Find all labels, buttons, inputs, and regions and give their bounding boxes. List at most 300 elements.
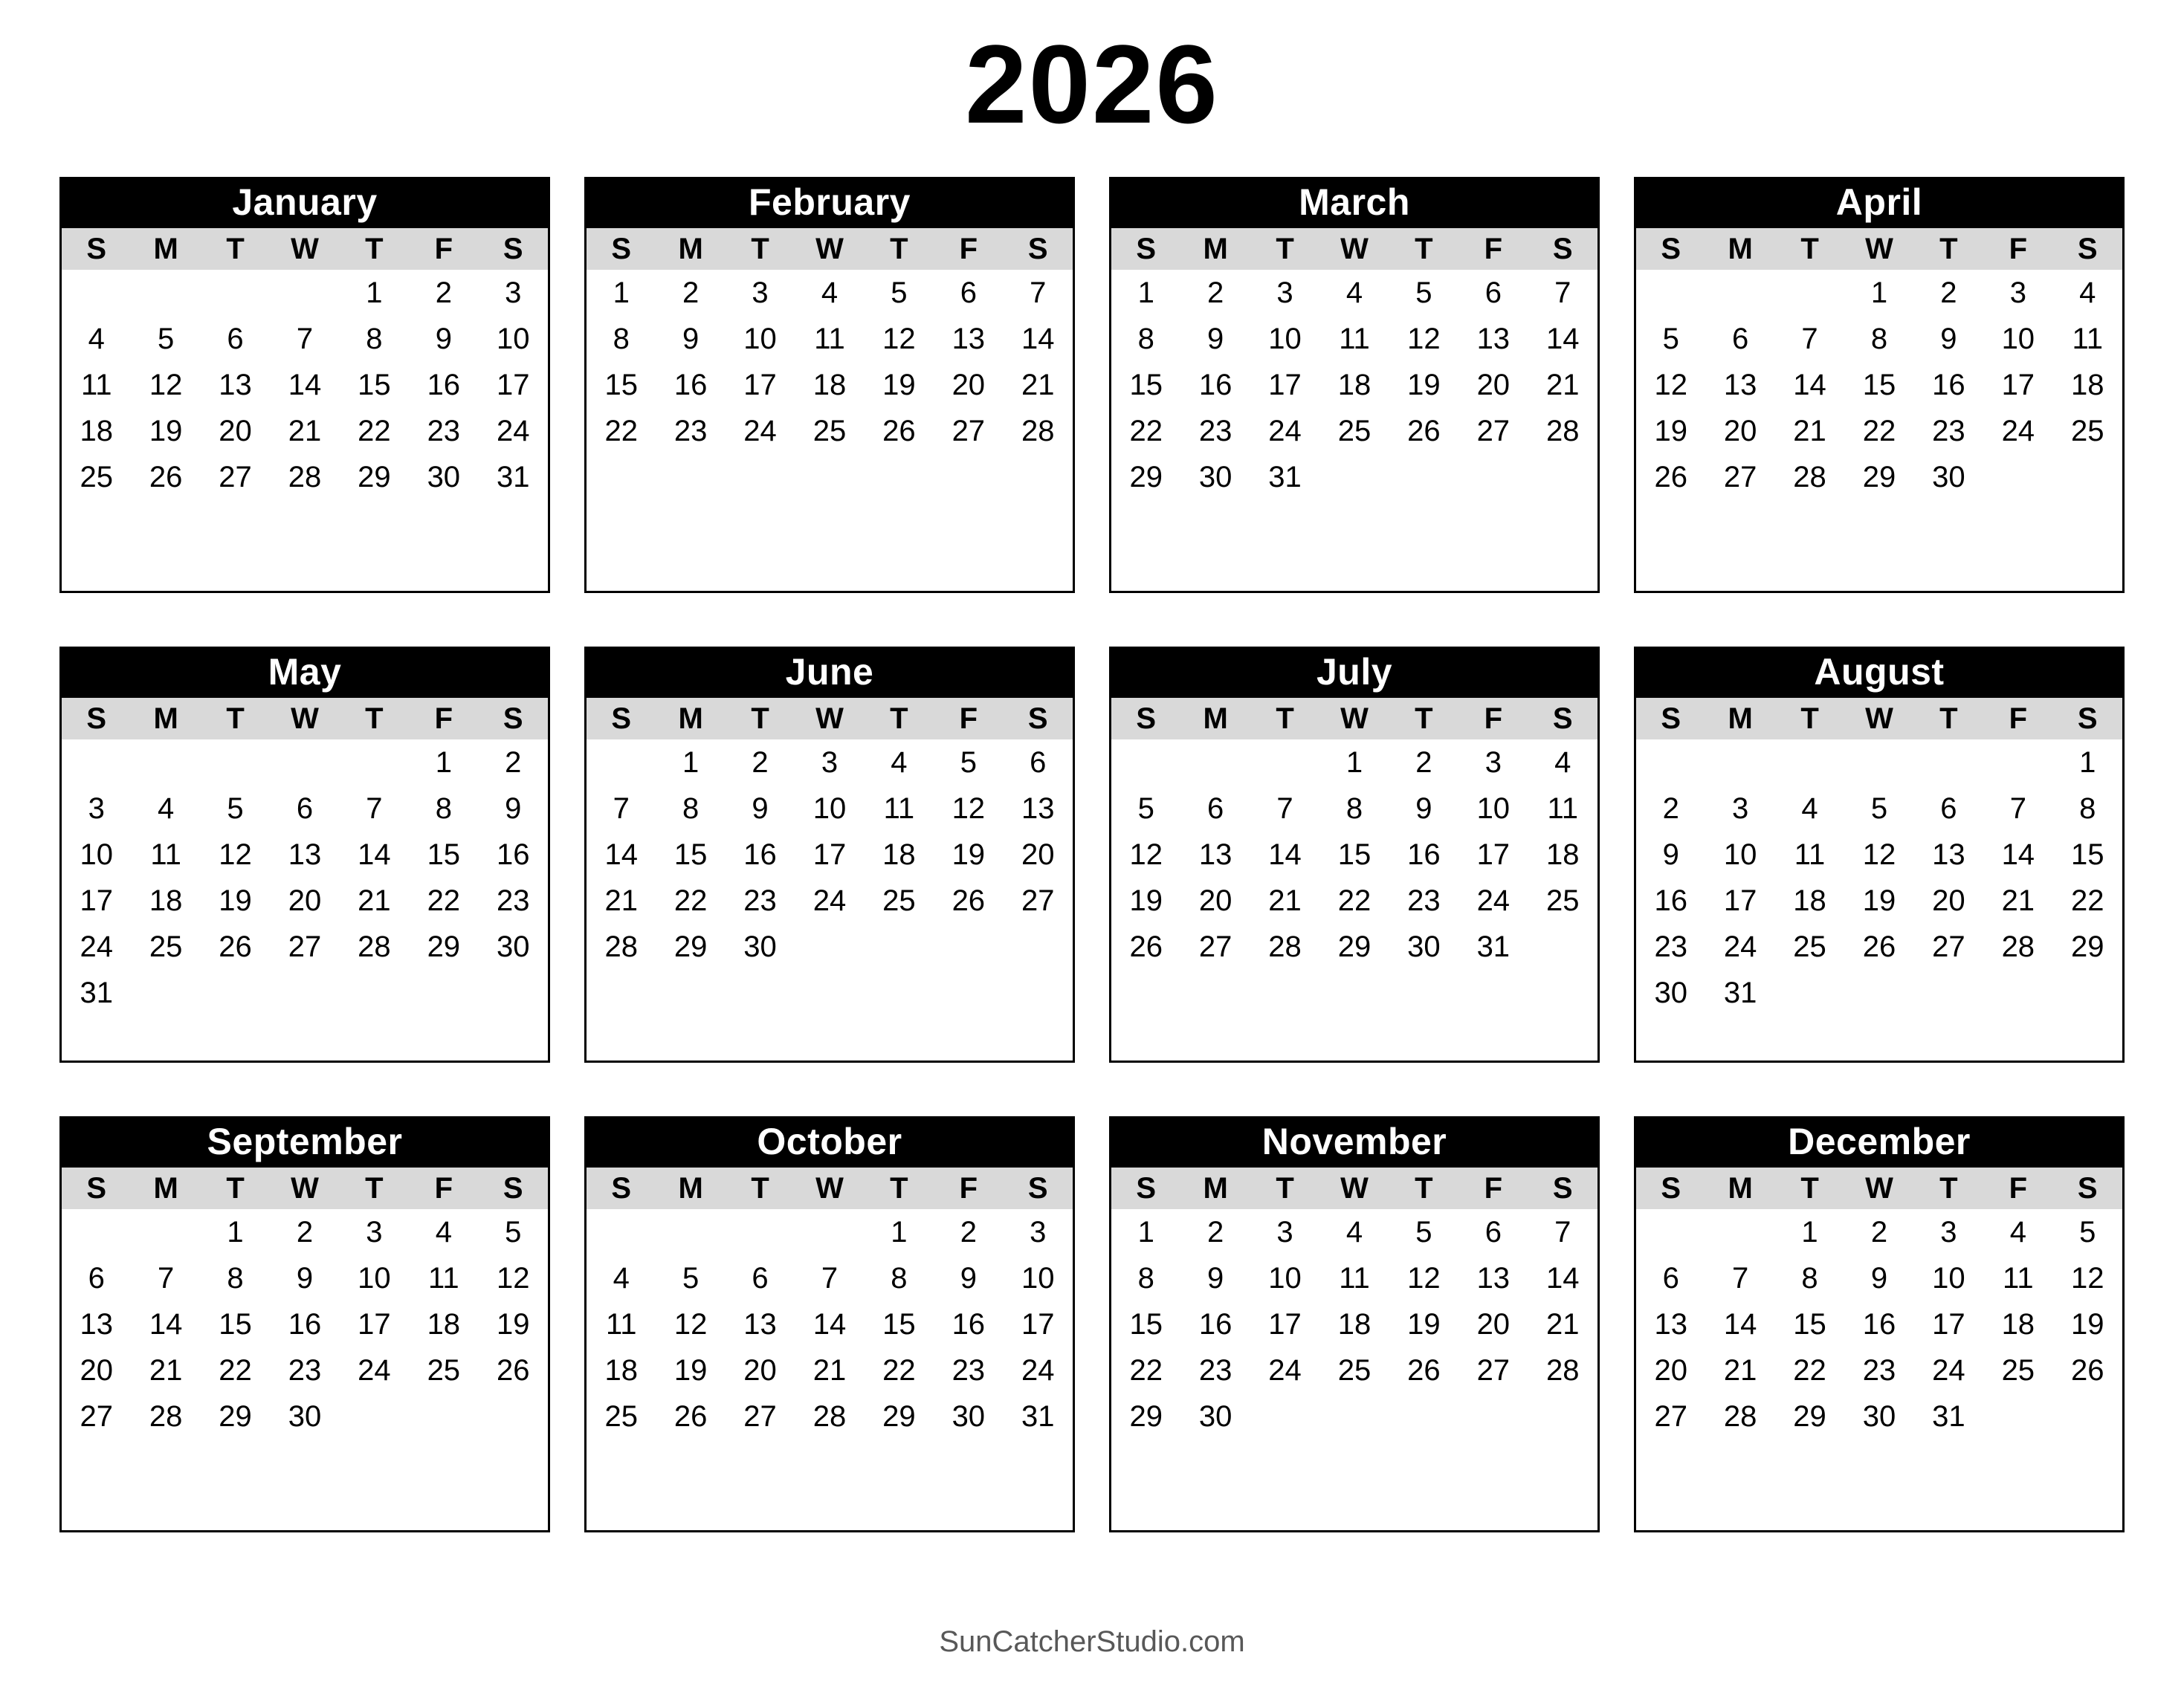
day-cell[interactable]: 28 bbox=[1546, 1353, 1580, 1387]
day-cell[interactable]: 8 bbox=[613, 322, 630, 355]
day-cell[interactable]: 6 bbox=[88, 1261, 105, 1295]
day-cell[interactable]: 31 bbox=[1268, 460, 1302, 493]
day-cell[interactable]: 3 bbox=[1276, 276, 1293, 309]
day-cell[interactable]: 3 bbox=[2009, 276, 2026, 309]
day-cell[interactable]: 1 bbox=[1137, 1215, 1154, 1249]
day-cell[interactable]: 6 bbox=[960, 276, 977, 309]
day-cell[interactable]: 12 bbox=[952, 791, 986, 825]
day-cell[interactable]: 12 bbox=[673, 1307, 708, 1341]
day-cell[interactable]: 4 bbox=[435, 1215, 452, 1249]
day-cell[interactable]: 30 bbox=[1932, 460, 1965, 493]
day-cell[interactable]: 31 bbox=[1723, 976, 1757, 1009]
day-cell[interactable]: 2 bbox=[1940, 276, 1957, 309]
day-cell[interactable]: 9 bbox=[1207, 1261, 1224, 1295]
day-cell[interactable]: 9 bbox=[1415, 791, 1432, 825]
day-cell[interactable]: 4 bbox=[1345, 276, 1363, 309]
day-cell[interactable]: 28 bbox=[1268, 930, 1302, 963]
day-cell[interactable]: 7 bbox=[366, 791, 383, 825]
day-cell[interactable]: 22 bbox=[358, 414, 391, 447]
day-cell[interactable]: 16 bbox=[427, 368, 461, 401]
day-cell[interactable]: 21 bbox=[1723, 1353, 1757, 1387]
day-cell[interactable]: 28 bbox=[2001, 930, 2035, 963]
day-cell[interactable]: 29 bbox=[1337, 930, 1372, 963]
day-cell[interactable]: 25 bbox=[2071, 414, 2104, 447]
day-cell[interactable]: 25 bbox=[812, 414, 847, 447]
day-cell[interactable]: 2 bbox=[752, 745, 769, 779]
day-cell[interactable]: 16 bbox=[1862, 1307, 1896, 1341]
day-cell[interactable]: 7 bbox=[1276, 791, 1293, 825]
day-cell[interactable]: 3 bbox=[1940, 1215, 1957, 1249]
day-cell[interactable]: 24 bbox=[1723, 930, 1757, 963]
day-cell[interactable]: 28 bbox=[149, 1399, 183, 1433]
day-cell[interactable]: 2 bbox=[435, 276, 452, 309]
day-cell[interactable]: 17 bbox=[1021, 1307, 1055, 1341]
day-cell[interactable]: 29 bbox=[1129, 1399, 1163, 1433]
day-cell[interactable]: 18 bbox=[812, 368, 847, 401]
day-cell[interactable]: 22 bbox=[1862, 414, 1896, 447]
day-cell[interactable]: 2 bbox=[1207, 1215, 1224, 1249]
day-cell[interactable]: 12 bbox=[1407, 322, 1441, 355]
day-cell[interactable]: 16 bbox=[288, 1307, 322, 1341]
day-cell[interactable]: 24 bbox=[1021, 1353, 1055, 1387]
day-cell[interactable]: 10 bbox=[1723, 838, 1757, 871]
day-cell[interactable]: 23 bbox=[1407, 884, 1441, 917]
day-cell[interactable]: 15 bbox=[1129, 1307, 1163, 1341]
day-cell[interactable]: 30 bbox=[1407, 930, 1441, 963]
day-cell[interactable]: 24 bbox=[812, 884, 847, 917]
day-cell[interactable]: 15 bbox=[673, 838, 708, 871]
day-cell[interactable]: 14 bbox=[604, 838, 638, 871]
day-cell[interactable]: 13 bbox=[80, 1307, 113, 1341]
day-cell[interactable]: 6 bbox=[1662, 1261, 1679, 1295]
day-cell[interactable]: 20 bbox=[743, 1353, 777, 1387]
day-cell[interactable]: 25 bbox=[1793, 930, 1826, 963]
day-cell[interactable]: 4 bbox=[158, 791, 175, 825]
day-cell[interactable]: 26 bbox=[149, 460, 183, 493]
day-cell[interactable]: 30 bbox=[427, 460, 461, 493]
day-cell[interactable]: 27 bbox=[1476, 414, 1511, 447]
day-cell[interactable]: 5 bbox=[891, 276, 908, 309]
day-cell[interactable]: 1 bbox=[891, 1215, 908, 1249]
day-cell[interactable]: 16 bbox=[952, 1307, 986, 1341]
day-cell[interactable]: 23 bbox=[1862, 1353, 1896, 1387]
day-cell[interactable]: 29 bbox=[1793, 1399, 1826, 1433]
day-cell[interactable]: 18 bbox=[604, 1353, 638, 1387]
day-cell[interactable]: 9 bbox=[1207, 322, 1224, 355]
day-cell[interactable]: 2 bbox=[682, 276, 700, 309]
day-cell[interactable]: 25 bbox=[1337, 414, 1372, 447]
day-cell[interactable]: 3 bbox=[821, 745, 839, 779]
day-cell[interactable]: 13 bbox=[1198, 838, 1232, 871]
day-cell[interactable]: 13 bbox=[1932, 838, 1965, 871]
day-cell[interactable]: 18 bbox=[427, 1307, 461, 1341]
day-cell[interactable]: 5 bbox=[1662, 322, 1679, 355]
day-cell[interactable]: 15 bbox=[2071, 838, 2104, 871]
day-cell[interactable]: 22 bbox=[882, 1353, 916, 1387]
day-cell[interactable]: 17 bbox=[743, 368, 777, 401]
day-cell[interactable]: 30 bbox=[952, 1399, 986, 1433]
day-cell[interactable]: 19 bbox=[149, 414, 183, 447]
day-cell[interactable]: 6 bbox=[752, 1261, 769, 1295]
day-cell[interactable]: 31 bbox=[1932, 1399, 1965, 1433]
day-cell[interactable]: 17 bbox=[1268, 368, 1302, 401]
day-cell[interactable]: 4 bbox=[1345, 1215, 1363, 1249]
day-cell[interactable]: 29 bbox=[1129, 460, 1163, 493]
day-cell[interactable]: 2 bbox=[505, 745, 522, 779]
day-cell[interactable]: 13 bbox=[1021, 791, 1055, 825]
day-cell[interactable]: 22 bbox=[604, 414, 638, 447]
day-cell[interactable]: 3 bbox=[1030, 1215, 1047, 1249]
day-cell[interactable]: 21 bbox=[604, 884, 638, 917]
day-cell[interactable]: 7 bbox=[158, 1261, 175, 1295]
day-cell[interactable]: 22 bbox=[219, 1353, 252, 1387]
day-cell[interactable]: 20 bbox=[1476, 1307, 1511, 1341]
day-cell[interactable]: 30 bbox=[1198, 460, 1232, 493]
day-cell[interactable]: 20 bbox=[1654, 1353, 1687, 1387]
day-cell[interactable]: 2 bbox=[1662, 791, 1679, 825]
day-cell[interactable]: 19 bbox=[1129, 884, 1163, 917]
day-cell[interactable]: 24 bbox=[1476, 884, 1511, 917]
day-cell[interactable]: 7 bbox=[821, 1261, 839, 1295]
day-cell[interactable]: 19 bbox=[1862, 884, 1896, 917]
day-cell[interactable]: 2 bbox=[1415, 745, 1432, 779]
day-cell[interactable]: 31 bbox=[497, 460, 530, 493]
day-cell[interactable]: 16 bbox=[1198, 1307, 1232, 1341]
day-cell[interactable]: 19 bbox=[673, 1353, 708, 1387]
day-cell[interactable]: 22 bbox=[427, 884, 461, 917]
day-cell[interactable]: 15 bbox=[1793, 1307, 1826, 1341]
day-cell[interactable]: 14 bbox=[1546, 322, 1580, 355]
day-cell[interactable]: 9 bbox=[435, 322, 452, 355]
day-cell[interactable]: 3 bbox=[1484, 745, 1502, 779]
day-cell[interactable]: 14 bbox=[1723, 1307, 1757, 1341]
day-cell[interactable]: 9 bbox=[960, 1261, 977, 1295]
day-cell[interactable]: 28 bbox=[1021, 414, 1055, 447]
day-cell[interactable]: 28 bbox=[604, 930, 638, 963]
day-cell[interactable]: 4 bbox=[821, 276, 839, 309]
day-cell[interactable]: 9 bbox=[505, 791, 522, 825]
day-cell[interactable]: 21 bbox=[288, 414, 322, 447]
day-cell[interactable]: 14 bbox=[812, 1307, 847, 1341]
day-cell[interactable]: 9 bbox=[682, 322, 700, 355]
day-cell[interactable]: 1 bbox=[613, 276, 630, 309]
day-cell[interactable]: 23 bbox=[288, 1353, 322, 1387]
day-cell[interactable]: 27 bbox=[1198, 930, 1232, 963]
day-cell[interactable]: 26 bbox=[882, 414, 916, 447]
day-cell[interactable]: 11 bbox=[605, 1307, 637, 1341]
day-cell[interactable]: 12 bbox=[1862, 838, 1896, 871]
day-cell[interactable]: 10 bbox=[812, 791, 847, 825]
day-cell[interactable]: 26 bbox=[1407, 1353, 1441, 1387]
day-cell[interactable]: 9 bbox=[1662, 838, 1679, 871]
day-cell[interactable]: 18 bbox=[1793, 884, 1826, 917]
day-cell[interactable]: 3 bbox=[752, 276, 769, 309]
day-cell[interactable]: 10 bbox=[1476, 791, 1511, 825]
day-cell[interactable]: 31 bbox=[1021, 1399, 1055, 1433]
day-cell[interactable]: 20 bbox=[1723, 414, 1757, 447]
day-cell[interactable]: 21 bbox=[1546, 1307, 1580, 1341]
day-cell[interactable]: 18 bbox=[149, 884, 183, 917]
day-cell[interactable]: 26 bbox=[1862, 930, 1896, 963]
day-cell[interactable]: 25 bbox=[604, 1399, 638, 1433]
day-cell[interactable]: 5 bbox=[1137, 791, 1154, 825]
day-cell[interactable]: 22 bbox=[1337, 884, 1372, 917]
day-cell[interactable]: 8 bbox=[1870, 322, 1888, 355]
day-cell[interactable]: 6 bbox=[1732, 322, 1749, 355]
day-cell[interactable]: 1 bbox=[682, 745, 700, 779]
day-cell[interactable]: 20 bbox=[952, 368, 986, 401]
day-cell[interactable]: 12 bbox=[497, 1261, 530, 1295]
day-cell[interactable]: 24 bbox=[1268, 1353, 1302, 1387]
day-cell[interactable]: 13 bbox=[1654, 1307, 1687, 1341]
day-cell[interactable]: 7 bbox=[1801, 322, 1818, 355]
day-cell[interactable]: 30 bbox=[1654, 976, 1687, 1009]
day-cell[interactable]: 12 bbox=[2071, 1261, 2104, 1295]
day-cell[interactable]: 8 bbox=[1137, 322, 1154, 355]
day-cell[interactable]: 23 bbox=[1654, 930, 1687, 963]
day-cell[interactable]: 25 bbox=[80, 460, 113, 493]
day-cell[interactable]: 26 bbox=[673, 1399, 708, 1433]
day-cell[interactable]: 28 bbox=[1723, 1399, 1757, 1433]
day-cell[interactable]: 14 bbox=[288, 368, 322, 401]
day-cell[interactable]: 3 bbox=[88, 791, 105, 825]
day-cell[interactable]: 7 bbox=[2009, 791, 2026, 825]
day-cell[interactable]: 21 bbox=[358, 884, 391, 917]
day-cell[interactable]: 12 bbox=[882, 322, 916, 355]
day-cell[interactable]: 10 bbox=[1268, 322, 1302, 355]
day-cell[interactable]: 27 bbox=[80, 1399, 113, 1433]
day-cell[interactable]: 6 bbox=[296, 791, 314, 825]
day-cell[interactable]: 11 bbox=[428, 1261, 459, 1295]
day-cell[interactable]: 3 bbox=[1276, 1215, 1293, 1249]
day-cell[interactable]: 8 bbox=[435, 791, 452, 825]
day-cell[interactable]: 21 bbox=[2001, 884, 2035, 917]
day-cell[interactable]: 20 bbox=[1932, 884, 1965, 917]
day-cell[interactable]: 7 bbox=[613, 791, 630, 825]
day-cell[interactable]: 29 bbox=[1862, 460, 1896, 493]
day-cell[interactable]: 5 bbox=[1415, 276, 1432, 309]
day-cell[interactable]: 27 bbox=[219, 460, 252, 493]
day-cell[interactable]: 16 bbox=[497, 838, 530, 871]
day-cell[interactable]: 12 bbox=[219, 838, 252, 871]
day-cell[interactable]: 1 bbox=[1345, 745, 1363, 779]
day-cell[interactable]: 19 bbox=[1654, 414, 1687, 447]
day-cell[interactable]: 15 bbox=[358, 368, 391, 401]
day-cell[interactable]: 1 bbox=[1801, 1215, 1818, 1249]
day-cell[interactable]: 10 bbox=[358, 1261, 391, 1295]
day-cell[interactable]: 31 bbox=[1476, 930, 1511, 963]
day-cell[interactable]: 24 bbox=[743, 414, 777, 447]
day-cell[interactable]: 26 bbox=[1129, 930, 1163, 963]
day-cell[interactable]: 29 bbox=[882, 1399, 916, 1433]
day-cell[interactable]: 20 bbox=[1476, 368, 1511, 401]
day-cell[interactable]: 19 bbox=[1407, 1307, 1441, 1341]
day-cell[interactable]: 12 bbox=[1129, 838, 1163, 871]
day-cell[interactable]: 13 bbox=[1476, 322, 1511, 355]
day-cell[interactable]: 15 bbox=[1337, 838, 1372, 871]
day-cell[interactable]: 7 bbox=[1030, 276, 1047, 309]
day-cell[interactable]: 3 bbox=[505, 276, 522, 309]
day-cell[interactable]: 1 bbox=[1870, 276, 1888, 309]
day-cell[interactable]: 16 bbox=[1654, 884, 1687, 917]
day-cell[interactable]: 2 bbox=[960, 1215, 977, 1249]
day-cell[interactable]: 11 bbox=[80, 368, 112, 401]
day-cell[interactable]: 11 bbox=[814, 322, 845, 355]
day-cell[interactable]: 18 bbox=[1546, 838, 1580, 871]
day-cell[interactable]: 27 bbox=[1654, 1399, 1687, 1433]
day-cell[interactable]: 9 bbox=[296, 1261, 314, 1295]
day-cell[interactable]: 30 bbox=[1862, 1399, 1896, 1433]
day-cell[interactable]: 27 bbox=[743, 1399, 777, 1433]
day-cell[interactable]: 24 bbox=[2001, 414, 2035, 447]
day-cell[interactable]: 28 bbox=[1793, 460, 1826, 493]
day-cell[interactable]: 12 bbox=[149, 368, 183, 401]
day-cell[interactable]: 14 bbox=[358, 838, 391, 871]
day-cell[interactable]: 4 bbox=[613, 1261, 630, 1295]
day-cell[interactable]: 8 bbox=[227, 1261, 244, 1295]
day-cell[interactable]: 13 bbox=[219, 368, 252, 401]
day-cell[interactable]: 27 bbox=[1723, 460, 1757, 493]
day-cell[interactable]: 4 bbox=[2079, 276, 2096, 309]
day-cell[interactable]: 12 bbox=[1407, 1261, 1441, 1295]
day-cell[interactable]: 16 bbox=[743, 838, 777, 871]
day-cell[interactable]: 11 bbox=[1794, 838, 1826, 871]
day-cell[interactable]: 16 bbox=[1932, 368, 1965, 401]
day-cell[interactable]: 1 bbox=[2079, 745, 2096, 779]
day-cell[interactable]: 21 bbox=[149, 1353, 183, 1387]
day-cell[interactable]: 18 bbox=[80, 414, 113, 447]
day-cell[interactable]: 15 bbox=[219, 1307, 252, 1341]
day-cell[interactable]: 4 bbox=[891, 745, 908, 779]
day-cell[interactable]: 5 bbox=[2079, 1215, 2096, 1249]
day-cell[interactable]: 5 bbox=[158, 322, 175, 355]
day-cell[interactable]: 27 bbox=[1932, 930, 1965, 963]
day-cell[interactable]: 21 bbox=[1793, 414, 1826, 447]
day-cell[interactable]: 20 bbox=[80, 1353, 113, 1387]
day-cell[interactable]: 10 bbox=[1268, 1261, 1302, 1295]
day-cell[interactable]: 30 bbox=[743, 930, 777, 963]
day-cell[interactable]: 2 bbox=[296, 1215, 314, 1249]
day-cell[interactable]: 1 bbox=[366, 276, 383, 309]
day-cell[interactable]: 30 bbox=[288, 1399, 322, 1433]
day-cell[interactable]: 10 bbox=[497, 322, 530, 355]
day-cell[interactable]: 18 bbox=[2071, 368, 2104, 401]
day-cell[interactable]: 22 bbox=[2071, 884, 2104, 917]
day-cell[interactable]: 25 bbox=[427, 1353, 461, 1387]
day-cell[interactable]: 11 bbox=[1339, 322, 1370, 355]
day-cell[interactable]: 5 bbox=[227, 791, 244, 825]
day-cell[interactable]: 10 bbox=[1021, 1261, 1055, 1295]
day-cell[interactable]: 5 bbox=[1870, 791, 1888, 825]
day-cell[interactable]: 23 bbox=[1198, 1353, 1232, 1387]
day-cell[interactable]: 21 bbox=[1546, 368, 1580, 401]
day-cell[interactable]: 5 bbox=[682, 1261, 700, 1295]
day-cell[interactable]: 23 bbox=[952, 1353, 986, 1387]
day-cell[interactable]: 10 bbox=[1932, 1261, 1965, 1295]
day-cell[interactable]: 21 bbox=[1021, 368, 1055, 401]
day-cell[interactable]: 26 bbox=[219, 930, 252, 963]
day-cell[interactable]: 5 bbox=[1415, 1215, 1432, 1249]
day-cell[interactable]: 11 bbox=[2003, 1261, 2034, 1295]
day-cell[interactable]: 15 bbox=[604, 368, 638, 401]
day-cell[interactable]: 11 bbox=[2072, 322, 2104, 355]
day-cell[interactable]: 9 bbox=[1940, 322, 1957, 355]
day-cell[interactable]: 25 bbox=[882, 884, 916, 917]
day-cell[interactable]: 13 bbox=[288, 838, 322, 871]
day-cell[interactable]: 19 bbox=[882, 368, 916, 401]
day-cell[interactable]: 17 bbox=[812, 838, 847, 871]
day-cell[interactable]: 10 bbox=[743, 322, 777, 355]
day-cell[interactable]: 8 bbox=[1137, 1261, 1154, 1295]
day-cell[interactable]: 22 bbox=[1793, 1353, 1826, 1387]
day-cell[interactable]: 6 bbox=[227, 322, 244, 355]
day-cell[interactable]: 6 bbox=[1207, 791, 1224, 825]
day-cell[interactable]: 7 bbox=[1554, 1215, 1571, 1249]
day-cell[interactable]: 4 bbox=[1801, 791, 1818, 825]
day-cell[interactable]: 3 bbox=[1732, 791, 1749, 825]
day-cell[interactable]: 6 bbox=[1484, 1215, 1502, 1249]
day-cell[interactable]: 11 bbox=[150, 838, 181, 871]
day-cell[interactable]: 23 bbox=[673, 414, 708, 447]
day-cell[interactable]: 8 bbox=[891, 1261, 908, 1295]
day-cell[interactable]: 26 bbox=[497, 1353, 530, 1387]
day-cell[interactable]: 20 bbox=[1021, 838, 1055, 871]
day-cell[interactable]: 15 bbox=[427, 838, 461, 871]
day-cell[interactable]: 28 bbox=[358, 930, 391, 963]
day-cell[interactable]: 13 bbox=[1723, 368, 1757, 401]
day-cell[interactable]: 26 bbox=[952, 884, 986, 917]
day-cell[interactable]: 4 bbox=[88, 322, 105, 355]
day-cell[interactable]: 17 bbox=[1723, 884, 1757, 917]
day-cell[interactable]: 26 bbox=[1654, 460, 1687, 493]
day-cell[interactable]: 17 bbox=[1932, 1307, 1965, 1341]
day-cell[interactable]: 11 bbox=[1547, 791, 1579, 825]
day-cell[interactable]: 15 bbox=[882, 1307, 916, 1341]
day-cell[interactable]: 29 bbox=[358, 460, 391, 493]
day-cell[interactable]: 13 bbox=[1476, 1261, 1511, 1295]
day-cell[interactable]: 17 bbox=[358, 1307, 391, 1341]
day-cell[interactable]: 26 bbox=[2071, 1353, 2104, 1387]
day-cell[interactable]: 19 bbox=[2071, 1307, 2104, 1341]
day-cell[interactable]: 19 bbox=[497, 1307, 530, 1341]
day-cell[interactable]: 4 bbox=[2009, 1215, 2026, 1249]
day-cell[interactable]: 23 bbox=[1198, 414, 1232, 447]
day-cell[interactable]: 18 bbox=[1337, 368, 1372, 401]
day-cell[interactable]: 28 bbox=[1546, 414, 1580, 447]
day-cell[interactable]: 6 bbox=[1484, 276, 1502, 309]
day-cell[interactable]: 3 bbox=[366, 1215, 383, 1249]
day-cell[interactable]: 5 bbox=[960, 745, 977, 779]
day-cell[interactable]: 24 bbox=[80, 930, 113, 963]
day-cell[interactable]: 31 bbox=[80, 976, 113, 1009]
day-cell[interactable]: 22 bbox=[673, 884, 708, 917]
day-cell[interactable]: 23 bbox=[743, 884, 777, 917]
day-cell[interactable]: 27 bbox=[288, 930, 322, 963]
day-cell[interactable]: 14 bbox=[1268, 838, 1302, 871]
day-cell[interactable]: 13 bbox=[743, 1307, 777, 1341]
day-cell[interactable]: 17 bbox=[1268, 1307, 1302, 1341]
day-cell[interactable]: 14 bbox=[1793, 368, 1826, 401]
day-cell[interactable]: 14 bbox=[2001, 838, 2035, 871]
day-cell[interactable]: 8 bbox=[1801, 1261, 1818, 1295]
day-cell[interactable]: 20 bbox=[288, 884, 322, 917]
day-cell[interactable]: 24 bbox=[1268, 414, 1302, 447]
day-cell[interactable]: 23 bbox=[427, 414, 461, 447]
day-cell[interactable]: 19 bbox=[952, 838, 986, 871]
day-cell[interactable]: 8 bbox=[2079, 791, 2096, 825]
day-cell[interactable]: 8 bbox=[366, 322, 383, 355]
day-cell[interactable]: 7 bbox=[1732, 1261, 1749, 1295]
